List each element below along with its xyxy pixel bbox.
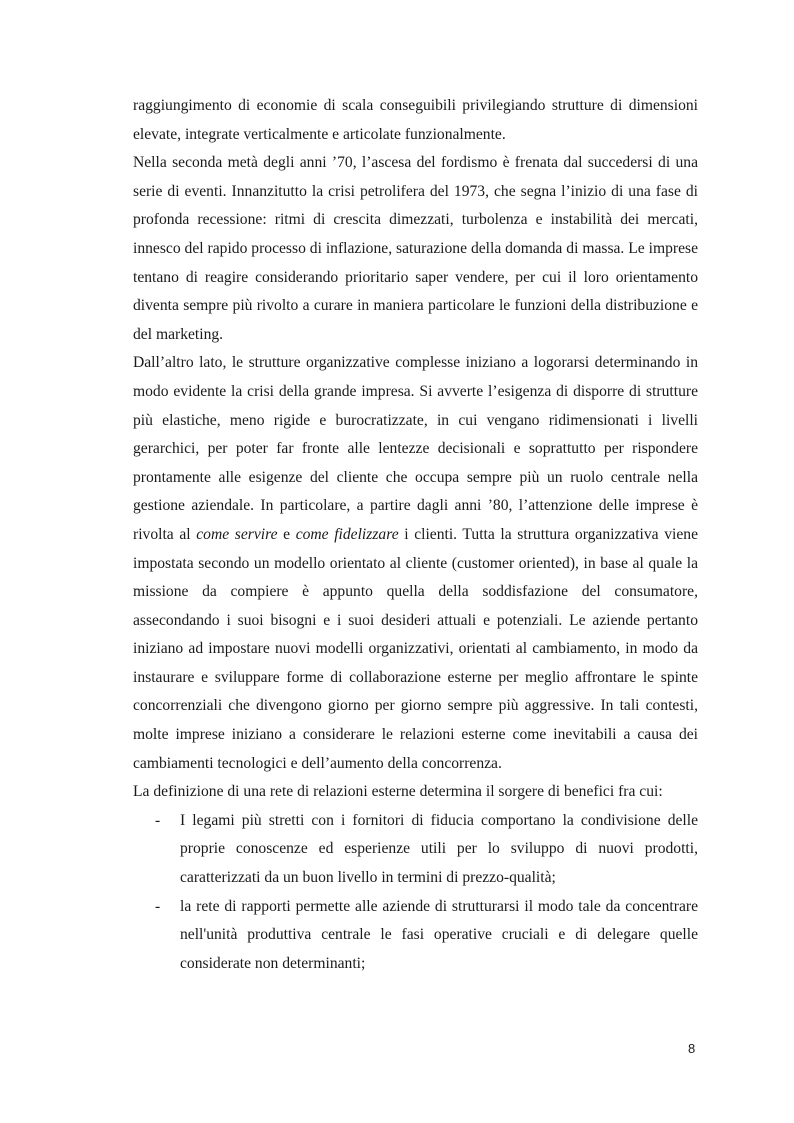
list-item	[133, 893, 698, 979]
paragraph-3-text-a: Dall’altro lato, le strutture organizzative complesse iniziano a logorarsi determinando in modo evidente la crisi della grande impresa. Si avverte l’esigenza di disporre di strutture più elastiche, meno rigide e burocratizzate, in cui vengano ridimensionati i livelli gerarchici, per poter far fronte alle lentezze decisionali e soprattutto per rispondere prontamente alle esigenze del cliente che occupa sempre più un ruolo centrale nella gestione aziendale. In particolare, a partire dagli anni ’80, l’attenzione delle imprese è rivolta al	[133, 354, 698, 543]
paragraph-3-text-b: e	[277, 525, 296, 543]
emphasis-come-fidelizzare: come fidelizzare	[295, 525, 399, 543]
benefits-list	[133, 807, 698, 979]
list-item-text: I legami più stretti con i fornitori di fiducia comportano la condivisione delle proprie conoscenze ed esperienze utili per lo sviluppo di nuovi prodotti, caratterizzati da un buon livello in termini di prezzo-qualità;	[180, 811, 698, 887]
list-item-text: la rete di rapporti permette alle aziende di strutturarsi il modo tale da concentrare nell'unità produttiva centrale le fasi operative cruciali e di delegare quelle considerate non determinanti;	[180, 897, 698, 972]
paragraph-3	[133, 349, 698, 778]
bullet-dash: -	[155, 811, 161, 829]
bullet-dash: -	[155, 897, 161, 915]
paragraph-3-text-c: i clienti. Tutta la struttura organizzativa viene impostata secondo un modello orientato al cliente (customer oriented), in base al quale la missione da compiere è appunto quella della soddisfazione del consumatore, assecondando i suoi bisogni e i suoi desideri attuali e potenziali. Le aziende pertanto iniziano ad impostare nuovi modelli organizzativi, orientati al cambiamento, in modo da instaurare e sviluppare forme di collaborazione esterne per meglio affrontare le spinte concorrenziali che divengono giorno per giorno sempre più aggressive. In tali contesti, molte imprese iniziano a considerare le relazioni esterne come inevitabili a causa dei cambiamenti tecnologici e dell’aumento della concorrenza.	[133, 525, 699, 772]
emphasis-come-servire: come servire	[196, 525, 278, 543]
list-item	[133, 807, 698, 893]
paragraph-4: La definizione di una rete di relazioni esterne determina il sorgere di benefici fra cui:	[133, 783, 663, 801]
paragraph-2: Nella seconda metà degli anni ’70, l’ascesa del fordismo è frenata dal succedersi di una serie di eventi. Innanzitutto la crisi petrolifera del 1973, che segna l’inizio di una fase di profonda recessione: ritmi di crescita dimezzati, turbolenza e instabilità dei mercati, innesco del rapido processo di inflazione, saturazione della domanda di massa. Le imprese tentano di reagire considerando prioritario saper vendere, per cui il loro orientamento diventa sempre più rivolto a curare in maniera particolare le funzioni della distribuzione e del marketing.	[133, 154, 698, 343]
paragraph-1: raggiungimento di economie di scala conseguibili privilegiando strutture di dimensioni elevate, integrate verticalmente e articolate funzionalmente.	[133, 97, 698, 143]
page-number: 8	[688, 1041, 696, 1056]
page-body	[133, 92, 698, 978]
